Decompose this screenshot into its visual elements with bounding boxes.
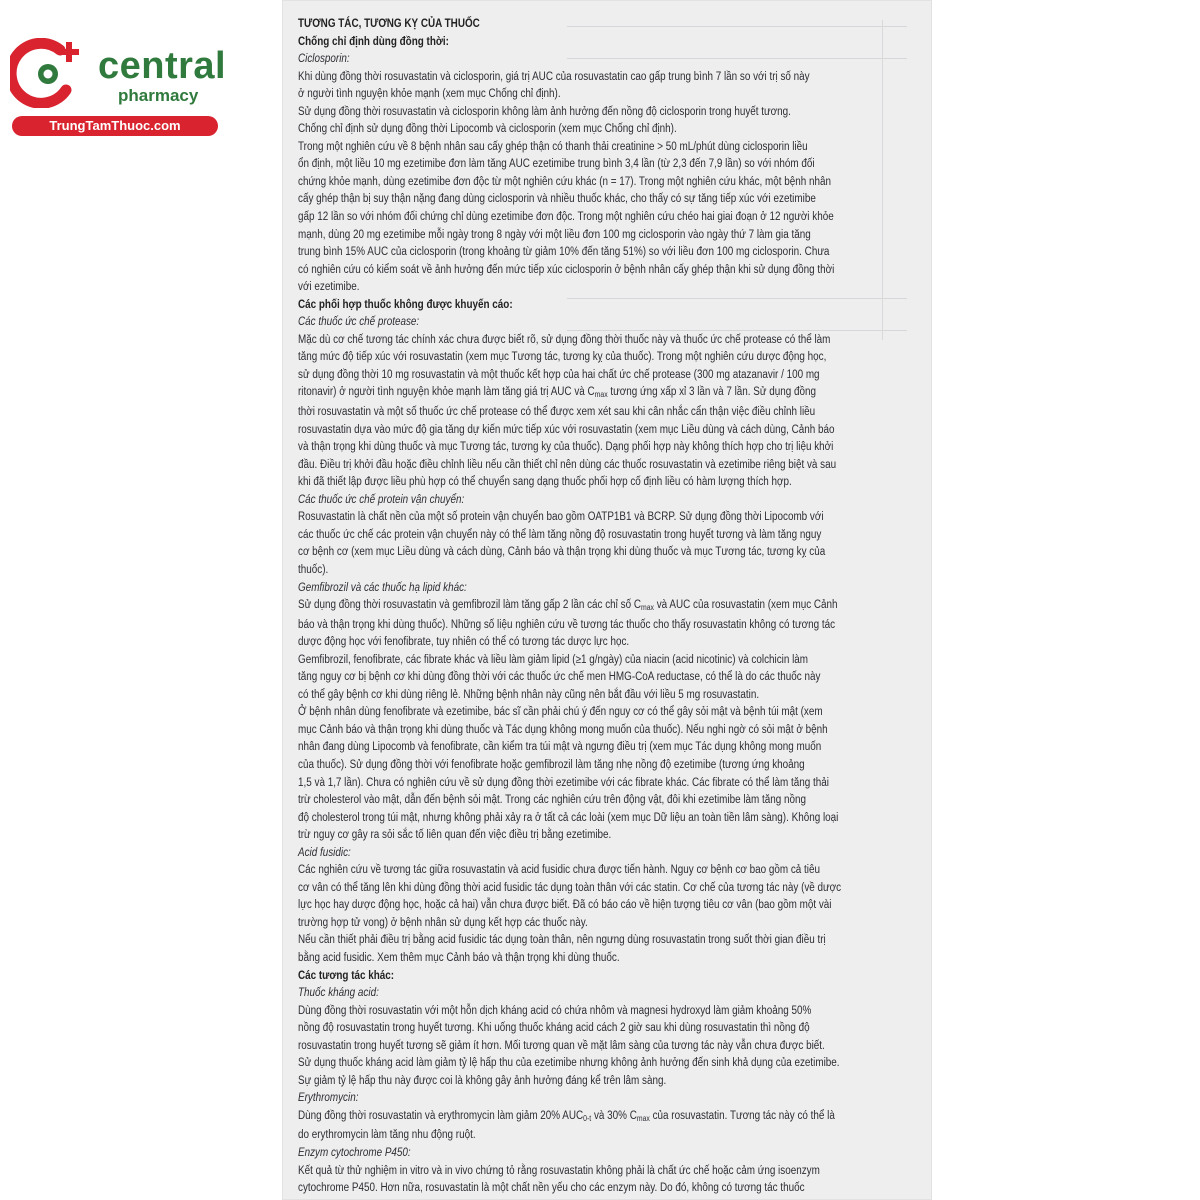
leaflet-text-body — [298, 16, 924, 1198]
text-line — [298, 209, 924, 227]
text-segment: nhân đang dùng Lipocomb và fenofibrate, cần kiểm tra túi mật và ngưng điều trị (xem mục Tác dụng không mong muốn — [298, 741, 822, 754]
section-heading — [298, 968, 924, 986]
text-line — [298, 244, 924, 262]
text-segment: Sự giảm tỷ lệ hấp thu này được coi là không gây ảnh hưởng đáng kể trên lâm sàng. — [298, 1074, 667, 1087]
section-heading — [298, 297, 924, 315]
text-line — [298, 739, 924, 757]
subsection-heading — [298, 1145, 924, 1163]
text-line — [298, 810, 924, 828]
text-segment: tương ứng xấp xỉ 3 lần và 7 lần. Sử dụng đồng — [607, 386, 817, 399]
brand-name: central — [98, 45, 227, 87]
text-line — [298, 932, 924, 950]
text-line — [298, 104, 924, 122]
text-line — [298, 191, 924, 209]
text-line — [298, 950, 924, 968]
text-segment: ritonavir) ở người tình nguyện khỏe mạnh làm tăng giá trị AUC và C — [298, 386, 595, 399]
text-line — [298, 121, 924, 139]
subsection-heading — [298, 51, 924, 69]
text-segment: và thận trọng khi dùng thuốc và mục Tương tác, tương kỵ của thuốc). Dạng phối hợp này không thích hợp cho trị liệu khởi — [298, 441, 834, 454]
text-line — [298, 1020, 924, 1038]
text-line — [298, 1003, 924, 1021]
text-segment: của rosuvastatin. Tương tác này có thể là — [649, 1109, 835, 1122]
text-line — [298, 897, 924, 915]
text-segment: độ cholesterol trong túi mật, nhưng không phải xảy ra ở tất cả các loài (xem mục Dữ liệu an toàn tiền lâm sàng). Không loại — [298, 811, 839, 824]
text-segment: Ở bệnh nhân dùng fenofibrate và ezetimibe, bác sĩ cần phải chú ý đến nguy cơ có thể gây sỏi mật và bệnh túi mật (xem — [298, 706, 823, 719]
text-segment: Dùng đồng thời rosuvastatin với một hỗn dịch kháng acid có chứa nhôm và magnesi hydroxyd làm giảm khoảng 50% — [298, 1004, 812, 1017]
text-segment: Chống chỉ định dùng đồng thời: — [298, 35, 449, 48]
text-line — [298, 687, 924, 705]
text-line — [298, 367, 924, 385]
text-line — [298, 775, 924, 793]
subsection-heading — [298, 1090, 924, 1108]
text-line — [298, 439, 924, 457]
text-segment: do erythromycin làm tăng nhu động ruột. — [298, 1129, 476, 1142]
text-segment: với ezetimibe. — [298, 281, 360, 294]
text-line — [298, 792, 924, 810]
text-line — [298, 404, 924, 422]
text-segment: cytochrome P450. Hơn nữa, rosuvastatin là một chất nền yếu cho các enzym này. Do đó, không có tương tác thuốc — [298, 1182, 805, 1195]
text-segment: Mặc dù cơ chế tương tác chính xác chưa được biết rõ, sử dụng đồng thời thuốc này và thuốc ức chế protease có thể làm — [298, 333, 831, 346]
text-line — [298, 457, 924, 475]
text-line — [298, 704, 924, 722]
text-segment: Các nghiên cứu về tương tác giữa rosuvastatin và acid fusidic chưa được tiến hành. Nguy cơ bệnh cơ bao gồm cả tiêu — [298, 864, 820, 877]
text-segment: sử dụng đồng thời 10 mg rosuvastatin và một thuốc kết hợp của hai chất ức chế protease (300 mg atazanavir / 100 mg — [298, 368, 820, 381]
text-segment: Gemfibrozil, fenofibrate, các fibrate khác và liều làm giảm lipid (≥1 g/ngày) của niacin (acid nicotinic) và colchicin làm — [298, 653, 809, 666]
text-line — [298, 544, 924, 562]
text-segment: báo và thận trọng khi dùng thuốc). Những số liệu nghiên cứu về tương tác thuốc cho thấy rosuvastatin không có tương tác — [298, 618, 836, 631]
subsection-heading — [298, 845, 924, 863]
text-segment: ở người tình nguyện khỏe mạnh (xem mục Chống chỉ định). — [298, 88, 561, 101]
text-segment: cấy ghép thận bị suy thận nặng đang dùng ciclosporin và nhiều thuốc khác, cho thấy có sự tăng tiếp xúc với ezetimibe — [298, 193, 816, 206]
text-line — [298, 562, 924, 580]
text-segment: Kết quả từ thử nghiệm in vitro và in vivo chứng tỏ rằng rosuvastatin không phải là chất ức chế hoặc cảm ứng isoenzym — [298, 1164, 820, 1177]
text-line — [298, 1073, 924, 1091]
text-segment: Các thuốc ức chế protease: — [298, 316, 420, 329]
brand-subtitle: pharmacy — [118, 86, 199, 105]
text-line — [298, 652, 924, 670]
text-line — [298, 880, 924, 898]
text-segment: cơ vân có thể tăng lên khi dùng đồng thời acid fusidic tác dụng toàn thân với các statin. Cơ chế của tương tác này (về dược — [298, 881, 842, 894]
pharmacy-c-cross-icon — [10, 38, 94, 108]
text-segment: tăng nguy cơ bị bệnh cơ khi dùng đồng thời với các thuốc ức chế men HMG-CoA reductase, có thể là do các thuốc này — [298, 671, 821, 684]
drug-leaflet-page — [282, 0, 932, 1200]
text-line — [298, 915, 924, 933]
text-line — [298, 86, 924, 104]
text-segment: có nghiên cứu có kiểm soát về ảnh hưởng đến mức tiếp xúc ciclosporin ở bệnh nhân cấy ghép thận khi sử dụng đồng thời — [298, 263, 835, 276]
text-segment: Chống chỉ định sử dụng đồng thời Lipocomb và ciclosporin (xem mục Chống chỉ định). — [298, 123, 677, 136]
text-line — [298, 156, 924, 174]
brand-url-badge[interactable]: TrungTamThuoc.com — [12, 116, 218, 136]
text-segment: Sử dụng đồng thời rosuvastatin và gemfibrozil làm tăng gấp 2 lần các chỉ số C — [298, 599, 641, 612]
text-line — [298, 227, 924, 245]
text-line — [298, 279, 924, 297]
text-segment: Dùng đồng thời rosuvastatin và erythromycin làm giảm 20% AUC — [298, 1109, 584, 1122]
text-segment: Khi dùng đồng thời rosuvastatin và ciclosporin, giá trị AUC của rosuvastatin cao gấp trung bình 7 lần so với trị số này — [298, 70, 810, 83]
text-segment: Acid fusidic: — [298, 846, 351, 859]
text-segment: Các phối hợp thuốc không được khuyến cáo: — [298, 298, 513, 311]
text-line — [298, 384, 924, 404]
text-line — [298, 1108, 924, 1128]
text-line — [298, 862, 924, 880]
text-segment: gấp 12 lần so với nhóm đối chứng chỉ dùng ezetimibe đơn độc. Trong một nghiên cứu chéo hai giai đoạn ở 12 người khỏe — [298, 211, 834, 224]
text-line — [298, 174, 924, 192]
text-line — [298, 1038, 924, 1056]
text-line — [298, 69, 924, 87]
subsection-heading — [298, 314, 924, 332]
text-segment: Trong một nghiên cứu về 8 bệnh nhân sau cấy ghép thận có thanh thải creatinine > 50 mL/phút dùng ciclosporin liều — [298, 140, 808, 153]
text-segment: chứng khỏe mạnh, dùng ezetimibe đơn độc từ một nghiên cứu khác (n = 17). Trong một nghiên cứu khác, một bệnh nhân — [298, 175, 832, 188]
text-line — [298, 597, 924, 617]
text-line — [298, 757, 924, 775]
text-segment: Gemfibrozil và các thuốc hạ lipid khác: — [298, 581, 467, 594]
subscript: 0-t — [583, 1113, 592, 1123]
text-segment: trung bình 15% AUC của ciclosporin (trong khoảng từ giảm 10% đến tăng 51%) so với liều đơn 100 mg ciclosporin. Chưa — [298, 246, 830, 259]
text-segment: mục Cảnh báo và thận trọng khi dùng thuốc và Tác dụng không mong muốn của thuốc). Nếu nghi ngờ có sỏi mật ở bệnh — [298, 723, 828, 736]
section-heading — [298, 16, 924, 34]
text-line — [298, 527, 924, 545]
text-line — [298, 474, 924, 492]
text-segment: trừ cholesterol vào mật, dẫn đến bệnh sỏi mật. Trong các nghiên cứu trên động vật, đôi khi ezetimibe làm tăng nồng — [298, 794, 807, 807]
text-segment: rosuvastatin trong huyết tương sẽ giảm ít hơn. Mối tương quan về mặt lâm sàng của tương tác này vẫn chưa được biết. — [298, 1039, 825, 1052]
text-segment: dược động học với fenofibrate, tuy nhiên có thể có tương tác dược lực học. — [298, 636, 630, 649]
text-segment: Ciclosporin: — [298, 53, 350, 66]
subsection-heading — [298, 580, 924, 598]
text-segment: và 30% C — [591, 1109, 637, 1122]
text-line — [298, 669, 924, 687]
text-line — [298, 1180, 924, 1198]
text-segment: thuốc). — [298, 563, 329, 576]
central-pharmacy-logo[interactable] — [10, 38, 225, 138]
text-segment: Enzym cytochrome P450: — [298, 1147, 411, 1159]
text-line — [298, 1127, 924, 1145]
text-segment: bằng acid fusidic. Xem thêm mục Cảnh báo và thận trọng khi dùng thuốc. — [298, 951, 620, 964]
text-line — [298, 422, 924, 440]
text-segment: trường hợp tử vong) ở bệnh nhân sử dụng kết hợp các thuốc này. — [298, 916, 588, 929]
text-segment: Thuốc kháng acid: — [298, 987, 379, 1000]
text-line — [298, 634, 924, 652]
text-line — [298, 827, 924, 845]
text-segment: các thuốc ức chế các protein vận chuyển này có thể làm tăng nồng độ rosuvastatin trong huyết tương và làm tăng nguy — [298, 528, 822, 541]
subscript: max — [640, 603, 654, 613]
text-segment: ổn định, một liều 10 mg ezetimibe đơn làm tăng AUC ezetimibe trung bình 3,4 lần (từ 2,3 đến 7,9 lần) so với nhóm đối — [298, 158, 815, 171]
text-segment: Rosuvastatin là chất nền của một số protein vận chuyển bao gồm OATP1B1 và BCRP. Sử dụng đồng thời Lipocomb với — [298, 511, 824, 524]
text-segment: TƯƠNG TÁC, TƯƠNG KỴ CỦA THUỐC — [298, 18, 480, 30]
text-line — [298, 1055, 924, 1073]
text-segment: Các tương tác khác: — [298, 969, 395, 982]
text-line — [298, 139, 924, 157]
text-segment: mạnh, dùng 20 mg ezetimibe mỗi ngày trong 8 ngày với một liều đơn 100 mg ciclosporin vào ngày thứ 7 làm gia tăng — [298, 228, 811, 241]
text-segment: Sử dụng đồng thời rosuvastatin và ciclosporin không làm ảnh hưởng đến nồng độ ciclosporin trong huyết tương. — [298, 105, 791, 118]
text-segment: Nếu cần thiết phải điều trị bằng acid fusidic tác dụng toàn thân, nên ngưng dùng rosuvastatin trong suốt thời gian điều trị — [298, 934, 826, 947]
text-line — [298, 349, 924, 367]
text-segment: cơ bệnh cơ (xem mục Liều dùng và cách dùng, Cảnh báo và thận trọng khi dùng thuốc và mục Tương tác, tương kỵ của — [298, 546, 826, 559]
text-segment: có thể gây bệnh cơ khi dùng riêng lẻ. Những bệnh nhân này cũng nên bắt đầu với liều 5 mg rosuvastatin. — [298, 688, 760, 701]
text-line — [298, 722, 924, 740]
text-segment: tăng mức độ tiếp xúc với rosuvastatin (xem mục Tương tác, tương kỵ của thuốc). Trong một nghiên cứu dược động học, — [298, 351, 827, 364]
text-line — [298, 262, 924, 280]
text-segment: 1,5 và 1,7 lần). Chưa có nghiên cứu về sử dụng đồng thời ezetimibe với các fibrate khác. Các fibrate có thể làm tăng thải — [298, 776, 829, 789]
text-line — [298, 332, 924, 350]
text-segment: lực học hay dược động học, hoặc cả hai) vẫn chưa được biết. Đã có báo cáo về hiện tượng tiêu cơ vân (bao gồm một vài — [298, 899, 832, 912]
text-segment: và AUC của rosuvastatin (xem mục Cảnh — [653, 599, 838, 612]
subsection-heading — [298, 985, 924, 1003]
text-segment: Các thuốc ức chế protein vận chuyển: — [298, 493, 465, 506]
text-line — [298, 617, 924, 635]
text-segment: trừ nguy cơ gây ra sỏi sắc tố liên quan đến việc điều trị bằng ezetimibe. — [298, 829, 612, 842]
subsection-heading — [298, 492, 924, 510]
subscript: max — [594, 390, 608, 400]
section-heading — [298, 34, 924, 52]
text-segment: của thuốc). Sử dụng đồng thời với fenofibrate hoặc gemfibrozil làm tăng nhẹ nồng độ ezetimibe (tương ứng khoảng — [298, 758, 805, 771]
text-line — [298, 509, 924, 527]
text-segment: Sử dụng thuốc kháng acid làm giảm tỷ lệ hấp thu của ezetimibe nhưng không ảnh hưởng đến sinh khả dụng của ezetimibe. — [298, 1057, 840, 1070]
text-line — [298, 1163, 924, 1181]
text-segment: rosuvastatin dựa vào mức độ gia tăng dự kiến mức tiếp xúc với rosuvastatin (xem mục Liều dùng và cách dùng, Cảnh báo — [298, 423, 835, 436]
text-segment: đầu. Điều trị khởi đầu hoặc điều chỉnh liều nếu cần thiết chỉ nên dùng các thuốc rosuvastatin và ezetimibe riêng biệt và sau — [298, 458, 837, 471]
text-segment: thời rosuvastatin và một số thuốc ức chế protease có thể được xem xét sau khi cân nhắc cẩn thận việc điều chỉnh liều — [298, 406, 816, 419]
subscript: max — [636, 1113, 650, 1123]
text-segment: khi đã thiết lập được liều phù hợp có thể chuyển sang dạng thuốc phối hợp cố định liều có hàm lượng thích hợp. — [298, 476, 792, 489]
text-segment: Erythromycin: — [298, 1092, 359, 1105]
text-segment: nồng độ rosuvastatin trong huyết tương. Khi uống thuốc kháng acid cách 2 giờ sau khi dùng rosuvastatin thì nồng độ — [298, 1022, 810, 1035]
